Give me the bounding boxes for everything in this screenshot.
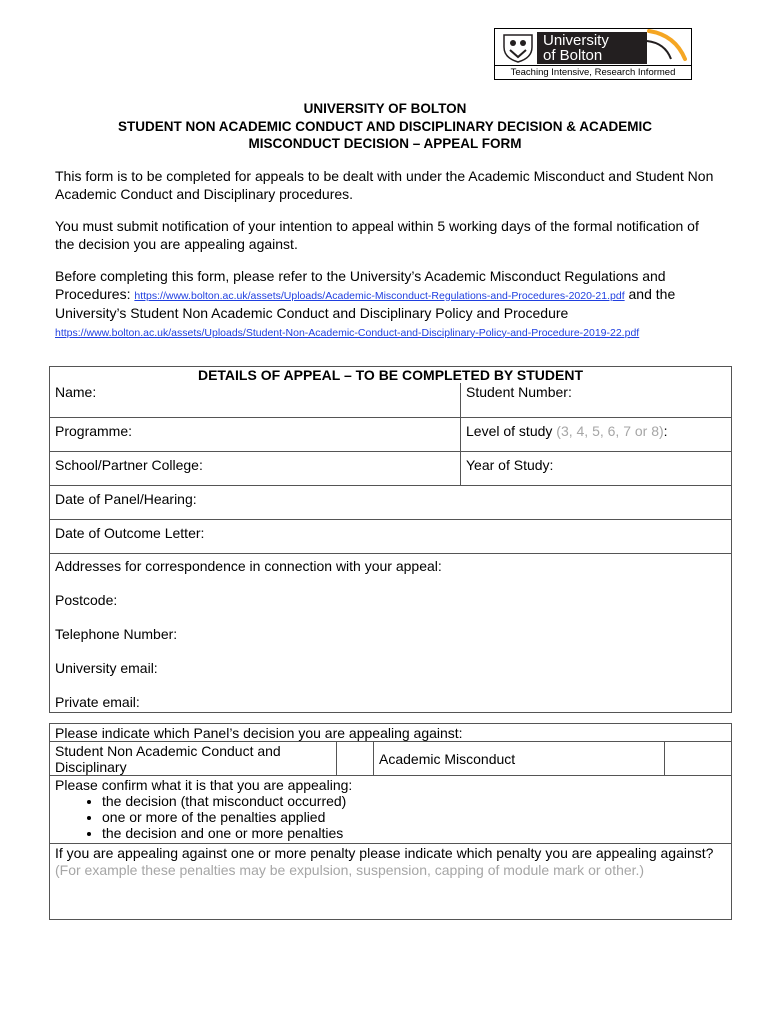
list-item: • the decision and one or more penalties [102,825,726,841]
appeal-table [49,723,732,920]
details-header: DETAILS OF APPEAL – TO BE COMPLETED BY STUDENT [197,367,584,383]
list-item: • the decision (that misconduct occurred) [102,793,726,809]
details-table [49,366,732,713]
intro-paragraph-3 [55,268,715,342]
university-logo [494,28,692,80]
university-email-label: University email: [55,659,158,676]
intro-paragraph-2: You must submit notification of your intention to appeal within 5 working days of the formal notification of the decision you are appealing against. [55,218,699,252]
year-of-study-field[interactable]: Year of Study: [461,451,732,485]
address-block[interactable] [50,553,732,712]
panel-date-field[interactable]: Date of Panel/Hearing: [50,485,732,519]
private-email-label: Private email: [55,693,140,710]
penalty-prompt: If you are appealing against one or more penalty please indicate which penalty you are appealing against? [55,845,714,861]
appeal-bullet-list [55,793,726,841]
telephone-label: Telephone Number: [55,625,178,642]
confirm-block [50,776,732,844]
title-line-1: UNIVERSITY OF BOLTON [303,101,467,116]
addresses-label: Addresses for correspondence in connection with your appeal: [55,557,442,574]
level-of-study-field[interactable]: Level of study (3, 4, 5, 6, 7 or 8): [461,417,732,451]
school-field[interactable]: School/Partner College: [50,451,461,485]
intro-paragraph-3-start: Before completing this form, please refer to the University’s Academic Misconduct Regulations and Procedures: [55,268,666,302]
title-line-3: MISCONDUCT DECISION – APPEAL FORM [248,136,522,151]
regulations-link[interactable]: https://www.bolton.ac.uk/assets/Uploads/Academic-Misconduct-Regulations-and-Procedures-2020-21.pdf [134,289,625,302]
list-item: • one or more of the penalties applied [102,809,726,825]
outcome-date-field[interactable]: Date of Outcome Letter: [50,519,732,553]
option-non-academic-checkbox[interactable] [337,742,374,776]
which-panel-prompt: Please indicate which Panel’s decision you are appealing against: [50,724,732,742]
penalty-field[interactable] [50,844,732,920]
intro-paragraph-1: This form is to be completed for appeals to be dealt with under the Academic Misconduct and Student Non Academic Conduct and Disciplinary procedures. [55,168,714,202]
confirm-prompt: Please confirm what it is that you are appealing: [55,777,353,793]
policy-link[interactable]: https://www.bolton.ac.uk/assets/Uploads/Student-Non-Academic-Conduct-and-Disciplinary-Policy-and-Procedure-2019-22.pdf [55,326,640,339]
name-field[interactable]: Name: [50,383,461,417]
crest-icon [501,33,535,63]
option-non-academic-label: Student Non Academic Conduct and Disciplinary [50,742,337,776]
student-number-field[interactable]: Student Number: [461,383,732,417]
penalty-hint: (For example these penalties may be expulsion, suspension, capping of module mark or other.) [55,862,645,878]
logo-tagline: Teaching Intensive, Research Informed [495,65,691,79]
intro-paragraph-3-mid: and the University’s Student Non Academic Conduct and Disciplinary Policy and Procedure [55,285,676,321]
option-academic-misconduct-checkbox[interactable] [665,742,732,776]
title-line-2: STUDENT NON ACADEMIC CONDUCT AND DISCIPLINARY DECISION & ACADEMIC [117,119,652,134]
option-academic-misconduct-label: Academic Misconduct [374,742,665,776]
programme-field[interactable]: Programme: [50,417,461,451]
logo-wordmark: University of Bolton [537,32,647,64]
postcode-label: Postcode: [55,591,118,608]
swoosh-icon [645,29,691,65]
